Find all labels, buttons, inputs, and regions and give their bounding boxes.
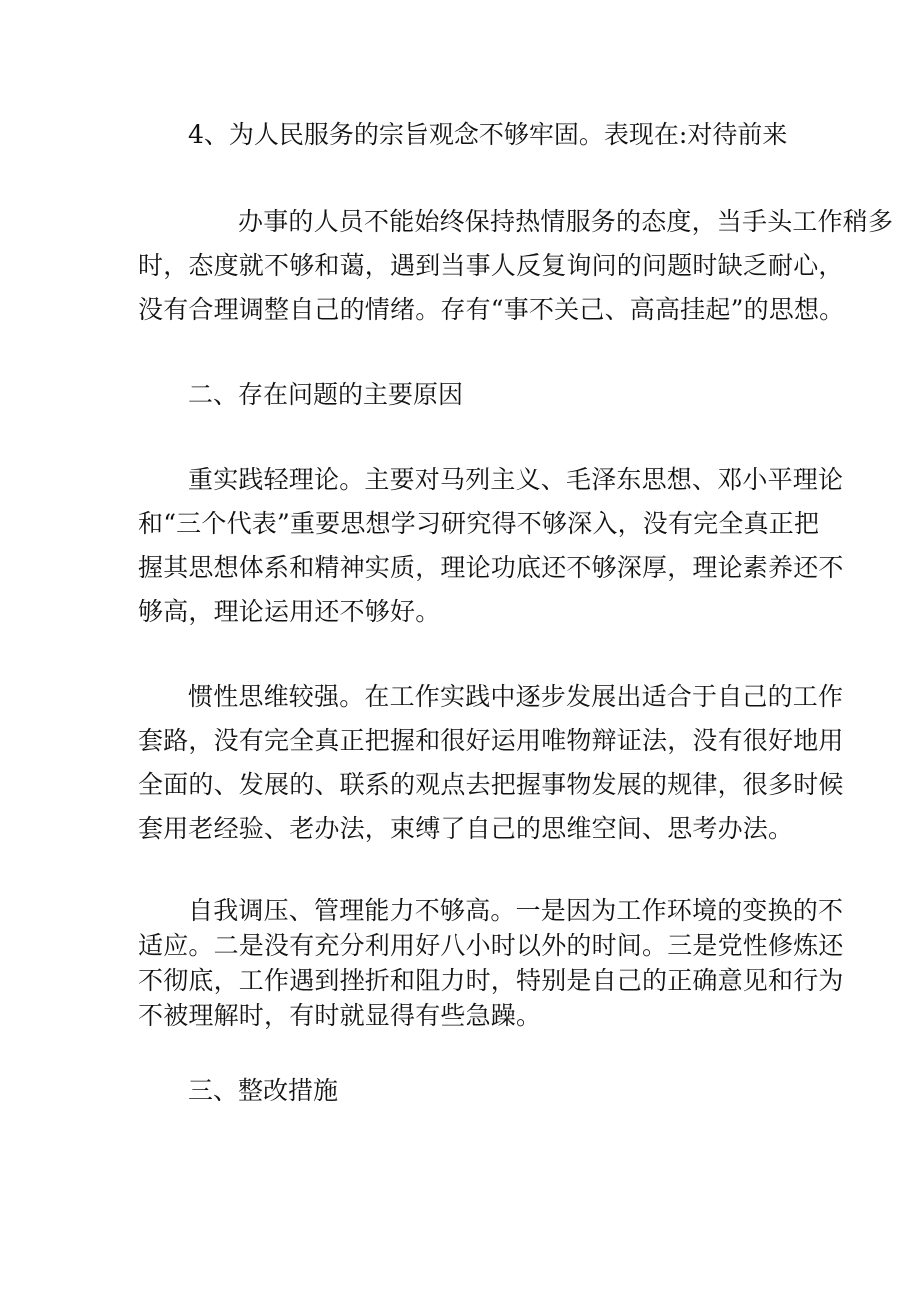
text-line: 全面的、发展的、联系的观点去把握事物发展的规律，很多时候: [138, 770, 844, 799]
text-line: 4、为人民服务的宗旨观念不够牢固。表现在:对待前来: [188, 120, 788, 149]
text-line: 套路，没有完全真正把握和很好运用唯物辩证法，没有很好地用: [138, 726, 844, 755]
text-line: 适应。二是没有充分利用好八小时以外的时间。三是党性修炼还: [138, 931, 844, 960]
text-line: 重实践轻理论。主要对马列主义、毛泽东思想、邓小平理论: [188, 465, 844, 494]
text-line: 套用老经验、老办法，束缚了自己的思维空间、思考办法。: [138, 814, 794, 843]
paragraph-item-4: [188, 113, 787, 157]
paragraph-inertia-thinking: [138, 675, 844, 851]
text-line: 自我调压、管理能力不够高。一是因为工作环境的变换的不: [188, 896, 844, 925]
section-heading-2: 二、存在问题的主要原因: [188, 380, 464, 409]
text-line: 时，态度就不够和蔼，遇到当事人反复询问的问题时缺乏耐心，: [138, 251, 844, 280]
paragraph-item-4-continued: [138, 200, 894, 332]
paragraph-theory: [138, 458, 844, 634]
text-line: 握其思想体系和精神实质，理论功底还不够深厚，理论素养还不: [138, 553, 844, 582]
text-line: 办事的人员不能始终保持热情服务的态度，当手头工作稍多: [238, 207, 894, 236]
text-line: 没有合理调整自己的情绪。存有“事不关己、高高挂起”的思想。: [138, 295, 845, 324]
text-line: 和“三个代表”重要思想学习研究得不够深入，没有完全真正把: [138, 509, 820, 538]
text-line: 不被理解时，有时就显得有些急躁。: [138, 1001, 542, 1030]
text-line: 不彻底，工作遇到挫折和阻力时，特别是自己的正确意见和行为: [138, 966, 844, 995]
text-line: 够高，理论运用还不够好。: [138, 597, 441, 626]
text-line: 惯性思维较强。在工作实践中逐步发展出适合于自己的工作: [188, 682, 844, 711]
section-heading-3: 三、整改措施: [188, 1076, 339, 1105]
paragraph-self-management: [138, 893, 844, 1033]
